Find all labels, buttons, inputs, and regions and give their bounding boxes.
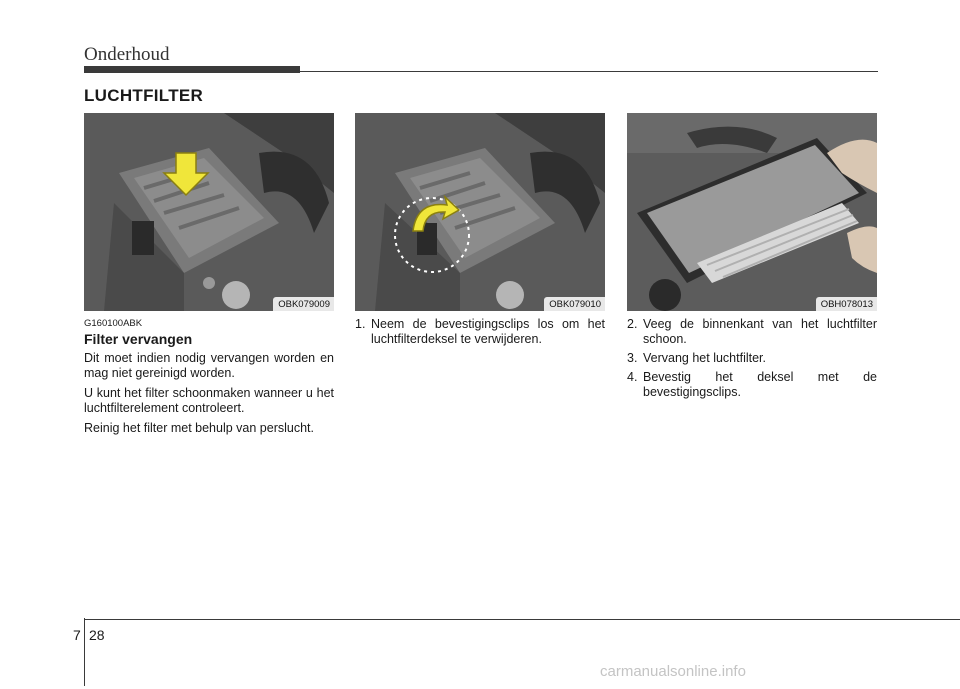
step-text: Bevestig het deksel met de bevestigingsclips.	[643, 370, 877, 399]
step-text: Vervang het luchtfilter.	[643, 351, 766, 365]
step-item	[627, 351, 877, 366]
photo-clip-release	[355, 113, 605, 311]
paragraph: Dit moet indien nodig vervangen worden en mag niet gereinigd worden.	[84, 351, 334, 380]
step-item	[627, 317, 877, 347]
photo-illustration	[627, 113, 877, 311]
header-rule	[300, 71, 878, 72]
photo-illustration	[355, 113, 605, 311]
step-number: 2.	[627, 317, 638, 331]
photo-air-filter-cover	[84, 113, 334, 311]
step-item	[627, 370, 877, 400]
chapter-number: 7	[73, 627, 81, 643]
right-body	[627, 317, 877, 404]
step-text: Veeg de binnenkant van het luchtfilter schoon.	[643, 317, 877, 346]
photo-filter-element	[627, 113, 877, 311]
subheading: Filter vervangen	[84, 331, 193, 347]
paragraph: Reinig het filter met behulp van perslucht.	[84, 421, 314, 435]
step-number: 1.	[355, 317, 366, 331]
header-bar	[84, 66, 300, 73]
step-item	[355, 317, 605, 347]
image-code: OBH078013	[816, 297, 877, 311]
image-code: OBK079009	[273, 297, 334, 311]
photo-illustration	[84, 113, 334, 311]
page-number: 28	[89, 627, 105, 643]
step-number: 4.	[627, 370, 638, 384]
step-text: Neem de bevestigingsclips los om het luchtfilterdeksel te verwijderen.	[371, 317, 605, 346]
header-title: Onderhoud	[84, 44, 170, 65]
footer-rule	[84, 619, 960, 620]
section-code: G160100ABK	[84, 318, 143, 329]
middle-body	[355, 317, 605, 351]
watermark: carmanualsonline.info	[600, 663, 746, 680]
step-number: 3.	[627, 351, 638, 365]
section-title: LUCHTFILTER	[84, 86, 204, 105]
left-body	[84, 351, 334, 441]
paragraph: U kunt het filter schoonmaken wanneer u het luchtfilterelement controleert.	[84, 386, 334, 415]
footer-divider	[84, 618, 85, 686]
image-code: OBK079010	[544, 297, 605, 311]
